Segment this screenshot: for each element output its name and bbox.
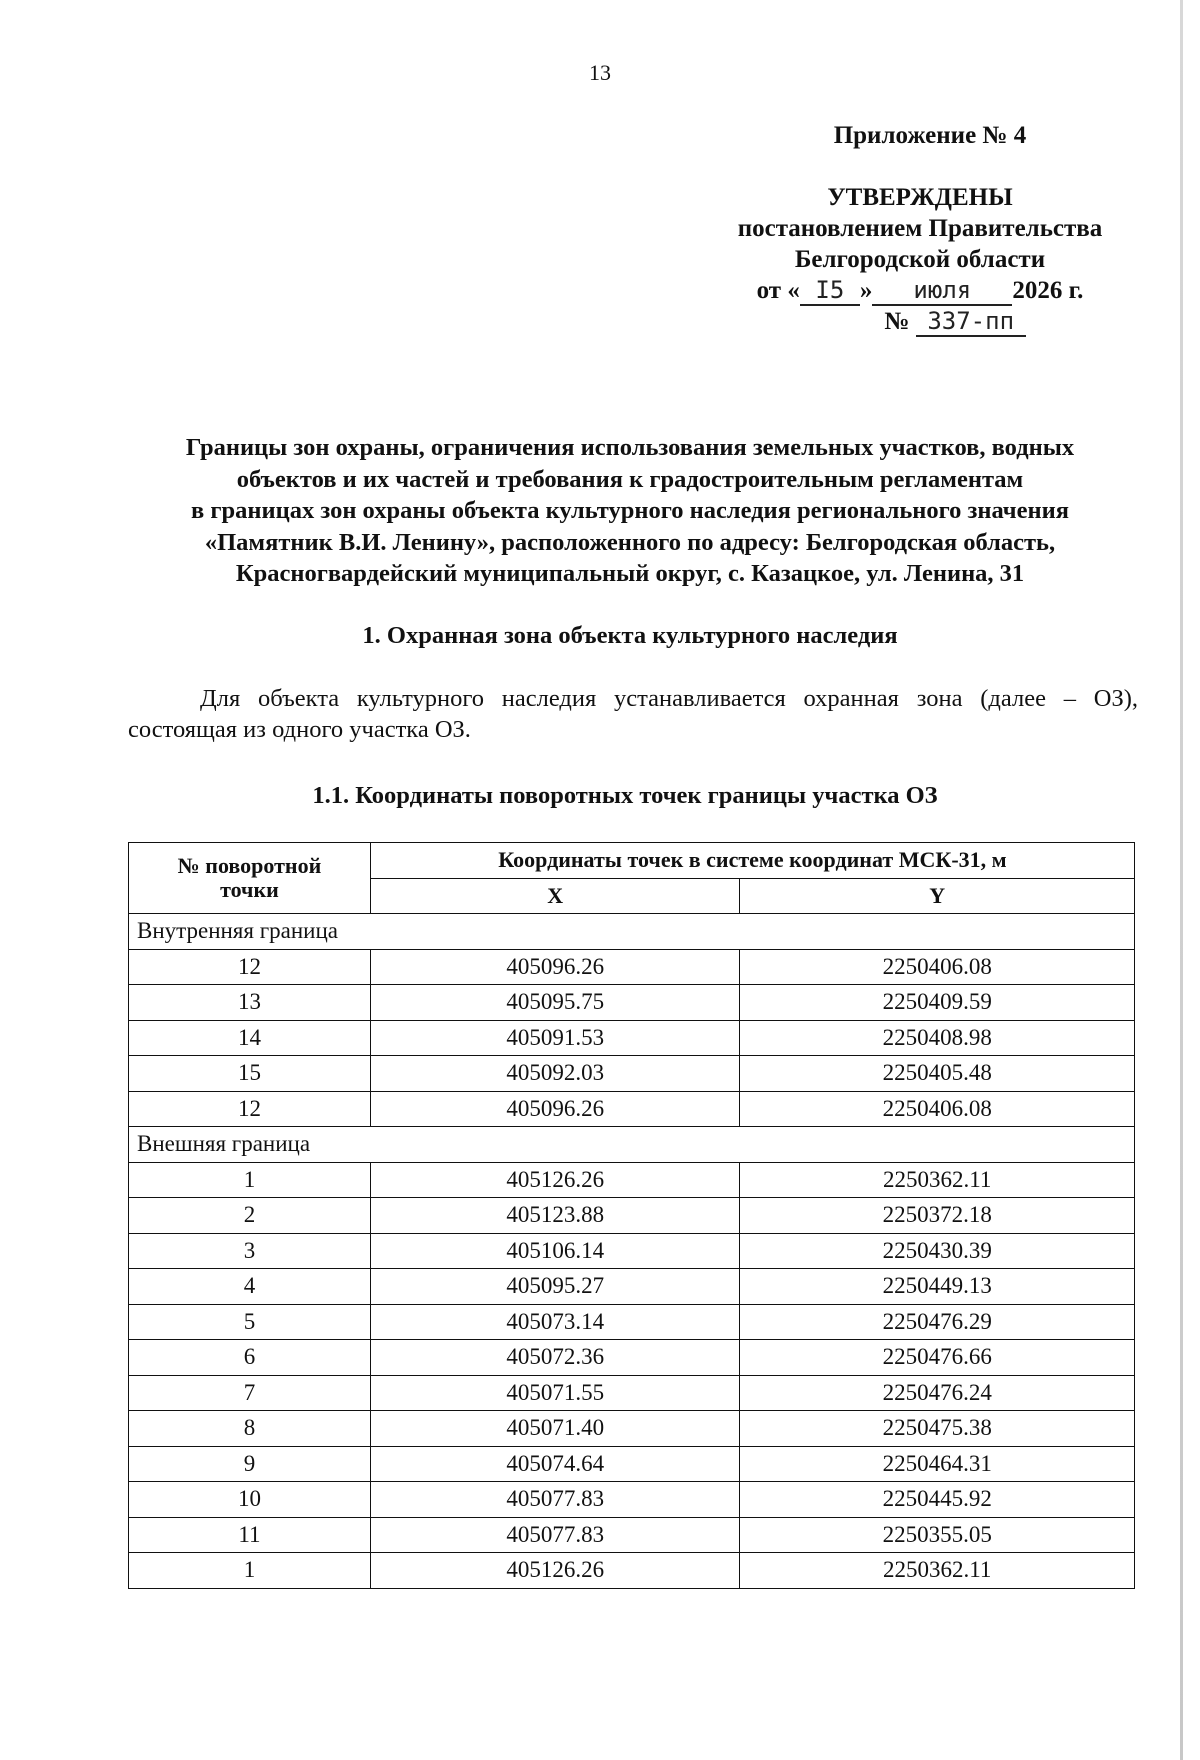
point-number-cell: 15 <box>129 1056 371 1092</box>
coord-x-cell: 405126.26 <box>370 1162 740 1198</box>
coord-x-cell: 405071.55 <box>370 1375 740 1411</box>
title-line: объектов и их частей и требования к градостроительным регламентам <box>236 465 1024 493</box>
point-number-cell: 12 <box>129 949 371 985</box>
table-row <box>129 1446 1135 1482</box>
group-label: Внешняя граница <box>129 1127 1135 1163</box>
body-paragraph <box>128 683 1138 745</box>
date-year: 2026 г. <box>1012 277 1084 304</box>
title-line: Границы зон охраны, ограничения использования земельных участков, водных <box>185 434 1075 461</box>
table-row <box>129 949 1135 985</box>
approval-stamp <box>700 182 1140 337</box>
point-number-cell: 3 <box>129 1233 371 1269</box>
coord-y-cell: 2250476.66 <box>740 1340 1135 1376</box>
point-number-cell: 11 <box>129 1517 371 1553</box>
coord-y-cell: 2250362.11 <box>740 1553 1135 1589</box>
point-number-cell: 5 <box>129 1304 371 1340</box>
coord-y-cell: 2250445.92 <box>740 1482 1135 1518</box>
table-row <box>129 1553 1135 1589</box>
table-row <box>129 1162 1135 1198</box>
coord-y-cell: 2250464.31 <box>740 1446 1135 1482</box>
coord-y-cell: 2250449.13 <box>740 1269 1135 1305</box>
point-number-cell: 1 <box>129 1162 371 1198</box>
scan-edge <box>1180 0 1183 1760</box>
coord-y-cell: 2250405.48 <box>740 1056 1135 1092</box>
point-number-cell: 7 <box>129 1375 371 1411</box>
coord-x-cell: 405073.14 <box>370 1304 740 1340</box>
table-row <box>129 1340 1135 1376</box>
number-prefix: № <box>884 308 910 335</box>
title-line: в границах зон охраны объекта культурного наследия регионального значения <box>191 497 1069 524</box>
point-number-cell: 10 <box>129 1482 371 1518</box>
point-number-cell: 9 <box>129 1446 371 1482</box>
point-number-cell: 6 <box>129 1340 371 1376</box>
approval-number <box>700 306 1140 337</box>
coord-x-cell: 405077.83 <box>370 1517 740 1553</box>
coordinates-table <box>128 842 1135 1589</box>
coord-x-cell: 405095.27 <box>370 1269 740 1305</box>
header-point-number: № поворотной точки <box>129 843 371 914</box>
date-prefix: от « <box>756 277 800 304</box>
table-row <box>129 1091 1135 1127</box>
coord-x-cell: 405123.88 <box>370 1198 740 1234</box>
coord-y-cell: 2250476.24 <box>740 1375 1135 1411</box>
section-1-heading: 1. Охранная зона объекта культурного наследия <box>362 622 898 649</box>
table-row <box>129 1304 1135 1340</box>
coord-x-cell: 405091.53 <box>370 1020 740 1056</box>
coord-x-cell: 405096.26 <box>370 1091 740 1127</box>
coord-y-cell: 2250475.38 <box>740 1411 1135 1447</box>
coord-x-cell: 405077.83 <box>370 1482 740 1518</box>
date-day: I5 <box>800 276 860 306</box>
table-row <box>129 1020 1135 1056</box>
table-row <box>129 1375 1135 1411</box>
table-row <box>129 1482 1135 1518</box>
coord-x-cell: 405092.03 <box>370 1056 740 1092</box>
coord-x-cell: 405074.64 <box>370 1446 740 1482</box>
approval-line-2: Белгородской области <box>794 246 1046 273</box>
point-number-cell: 4 <box>129 1269 371 1305</box>
table-row <box>129 1056 1135 1092</box>
page-number: 13 <box>589 60 611 85</box>
coord-y-cell: 2250406.08 <box>740 949 1135 985</box>
coord-y-cell: 2250372.18 <box>740 1198 1135 1234</box>
title-line: Красногвардейский муниципальный округ, с. Казацкое, ул. Ленина, 31 <box>235 560 1025 587</box>
group-row <box>129 914 1135 950</box>
coord-y-cell: 2250408.98 <box>740 1020 1135 1056</box>
document-title <box>110 432 1150 590</box>
coord-x-cell: 405072.36 <box>370 1340 740 1376</box>
coord-y-cell: 2250409.59 <box>740 985 1135 1021</box>
table-row <box>129 1198 1135 1234</box>
point-number-cell: 2 <box>129 1198 371 1234</box>
coord-y-cell: 2250406.08 <box>740 1091 1135 1127</box>
header-coordinates: Координаты точек в системе координат МСК-31, м <box>370 843 1134 879</box>
coord-x-cell: 405126.26 <box>370 1553 740 1589</box>
date-mid: » <box>859 277 873 304</box>
document-number: 337-пп <box>916 307 1026 337</box>
point-number-cell: 13 <box>129 985 371 1021</box>
coord-y-cell: 2250430.39 <box>740 1233 1135 1269</box>
coord-y-cell: 2250355.05 <box>740 1517 1135 1553</box>
paragraph-text: Для объекта культурного наследия устанавливается охранная зона (далее – ОЗ), состоящая из одного участка ОЗ. <box>128 685 1138 743</box>
point-number-cell: 14 <box>129 1020 371 1056</box>
date-month: июля <box>872 276 1012 306</box>
approval-line-1: постановлением Правительства <box>737 215 1103 242</box>
table-row <box>129 1269 1135 1305</box>
table-row <box>129 1233 1135 1269</box>
section-1-1-heading: 1.1. Координаты поворотных точек границы участка ОЗ <box>312 782 938 809</box>
title-line: «Памятник В.И. Ленину», расположенного по адресу: Белгородская область, <box>204 528 1056 556</box>
point-number-cell: 12 <box>129 1091 371 1127</box>
point-number-cell: 1 <box>129 1553 371 1589</box>
group-label: Внутренняя граница <box>129 914 1135 950</box>
approved-heading: УТВЕРЖДЕНЫ <box>827 184 1013 211</box>
coord-x-cell: 405096.26 <box>370 949 740 985</box>
coord-y-cell: 2250476.29 <box>740 1304 1135 1340</box>
coord-x-cell: 405106.14 <box>370 1233 740 1269</box>
coord-x-cell: 405071.40 <box>370 1411 740 1447</box>
group-row <box>129 1127 1135 1163</box>
point-number-cell: 8 <box>129 1411 371 1447</box>
table-row <box>129 1517 1135 1553</box>
table-row <box>129 985 1135 1021</box>
appendix-label: Приложение № 4 <box>833 122 1027 149</box>
approval-date <box>700 275 1140 306</box>
coord-x-cell: 405095.75 <box>370 985 740 1021</box>
coord-y-cell: 2250362.11 <box>740 1162 1135 1198</box>
header-x: X <box>370 878 740 914</box>
header-y: Y <box>740 878 1135 914</box>
table-row <box>129 1411 1135 1447</box>
